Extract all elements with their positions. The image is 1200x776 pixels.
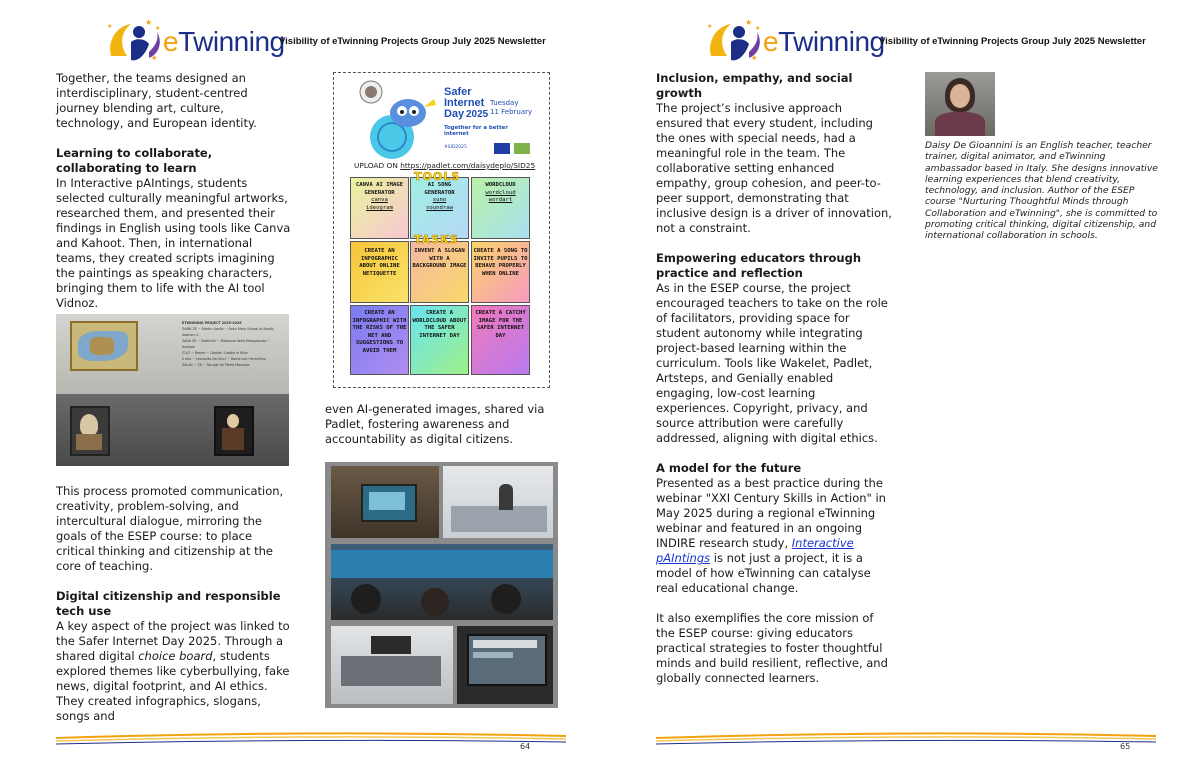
interactive-paintings-link[interactable]: Interactive pAIntings: [656, 536, 854, 565]
sid-title: Safer Internet Day: [444, 86, 485, 120]
svg-text:★: ★: [107, 23, 113, 30]
svg-text:★: ★: [751, 54, 758, 62]
paragraph: Together, the teams designed an interdisciplinary, student-centred journey blending art, culture, technology, and European identity.: [56, 71, 257, 130]
svg-text:★: ★: [745, 18, 753, 27]
right-col1-text: [656, 71, 892, 686]
task-cell: CREATE AN INFOGRAPHIC ABOUT ONLINE NETIQUETTE: [350, 241, 409, 303]
brand-wordmark: eTwinning: [163, 26, 285, 57]
sid-hashtag: #SID2025: [444, 145, 467, 150]
sid-banner: [354, 77, 534, 165]
section-heading: Learning to collaborate, collaborating to learn: [56, 146, 213, 175]
soundraw-link[interactable]: soundraw: [426, 204, 453, 211]
gallery-panel-text: ETWINNING PROJECT 2025-2026 ZAMK ZE ~ Martin Apollo ~ Saint Mary School of Apollo, Adanam-1 SANA ZE ~ Botticelli ~ Madonna della Melagranata ~ Azuloze IT-07 ~ Renee ~ Caddie, Caddie in Blue Il mio ~ Leonardo Da Vinci ~ Dama con l'ermellino SALAS ~ ZE ~ Tatuaje de Pietra Marquez: [182, 321, 275, 367]
tasks-label: TASKS: [414, 233, 459, 246]
choice-board-poster: [333, 72, 550, 388]
padlet-link[interactable]: https://padlet.com/daisydeplo/SID25: [400, 161, 536, 170]
section-heading: A model for the future: [656, 461, 802, 475]
classroom-photo-2: [443, 466, 553, 538]
paragraph: As in the ESEP course, the project encouraged teachers to take on the role of facilitators, providing space for student autonomy while integrating project-based learning within the curriculum. Tools like Wakelet, Padlet, Artsteps, and Genially enabled engaging, low-cost learning experiences. Copyright, privacy, and source attribution were carefully addressed, aligning with digital ethics.: [656, 281, 888, 445]
svg-text:★: ★: [145, 18, 153, 27]
newsletter-header-left: Visibility of eTwinning Projects Group July 2025 Newsletter: [279, 36, 546, 47]
wordart-link[interactable]: wordart: [488, 197, 513, 204]
paragraph: In Interactive pAIntings, students selected culturally meaningful artworks, researched them, and presented their findings in English using tools like Canva and Kahoot. Then, in international teams, they created scripts imagining the paintings as speaking characters, bringing them to life with the AI tool Vidnoz.: [56, 176, 291, 310]
suno-link[interactable]: suno: [432, 197, 447, 204]
sid-date: Tuesday 11 February: [490, 99, 533, 116]
etwinning-logo-left: [105, 16, 285, 62]
footer-swoosh-right: [656, 730, 1156, 746]
sid-mascot-icon: [364, 91, 442, 163]
partner-logo-icon: [514, 143, 530, 154]
paragraph: The project’s inclusive approach ensured that every student, including the ones with special needs, had a meaningful role in the team. The collaborative setting enhanced empathy, group cohesion, and peer-to-peer support, demonstrating that inclusive design is a driver of innovation, not a constraint.: [656, 101, 892, 235]
footer-swoosh-left: [56, 730, 566, 746]
sid-year: 2025: [466, 109, 489, 120]
classroom-photo-5: [457, 626, 553, 704]
newsletter-header-right: Visibility of eTwinning Projects Group July 2025 Newsletter: [879, 36, 1146, 47]
paragraph: It also exemplifies the core mission of the ESEP course: giving educators practical strategies to foster thoughtful minds and build resilient, reflective, and globally connected learners.: [656, 611, 888, 685]
left-col1-text-lower: [56, 484, 291, 724]
map-painting-image: [70, 321, 138, 371]
etwinning-stars-icon: [105, 16, 165, 64]
left-col1-text: [56, 71, 291, 311]
section-heading: Inclusion, empathy, and social growth: [656, 71, 853, 100]
sid-slogan: Together for a better internet: [444, 125, 508, 137]
etwinning-logo-right: [705, 16, 885, 62]
paragraph: Presented as a best practice during the webinar "XXI Century Skills in Action" in May 2025 during a regional eTwinning webinar and featured in an ongoing INDIRE research study, Interactive pAIntings is not just a project, it is a model of how eTwinning can catalyse real educational change.: [656, 476, 886, 595]
ideogram-link[interactable]: ideogram: [366, 204, 393, 211]
left-col2-text: even AI-generated images, shared via Padlet, fostering awareness and accountability as digital citizens.: [325, 402, 545, 446]
page-number-left: 64: [520, 742, 531, 751]
author-caption: Daisy De Gioannini is an English teacher, teacher trainer, digital animator, and eTwinning ambassador based in Italy. She designs innovative learning experiences that blend creativity, technology, and inclusion. Author of the ESEP course "Nurturing Thoughtful Minds through Collaboration and eTwinning", she is committed to promoting critical thinking, digital citizenship, and international collaboration in schools.: [925, 140, 1158, 242]
section-heading: Empowering educators through practice and reflection: [656, 251, 862, 280]
paragraph: This process promoted communication, creativity, problem-solving, and intercultural dialogue, mirroring the goals of the ESEP course: to place critical thinking and citizenship at the core of teaching.: [56, 484, 284, 573]
svg-text:★: ★: [755, 25, 761, 32]
task-cell: CREATE A WORLDCLOUD ABOUT THE SAFER INTERNET DAY: [410, 305, 469, 375]
svg-text:★: ★: [155, 25, 161, 32]
task-cell: INVENT A SLOGAN WITH A BACKGROUND IMAGE: [410, 241, 469, 303]
painting-portrait-image: [70, 406, 110, 456]
eu-flag-icon: [494, 143, 510, 154]
classroom-photo-1: [331, 466, 439, 538]
author-portrait-image: [925, 72, 995, 136]
page-number-right: 65: [1120, 742, 1131, 751]
classroom-photo-4: [331, 626, 453, 704]
tool-cell-canva: CANVA AI IMAGE GENERATOR canva ideogram: [350, 177, 409, 239]
task-cell: CREATE A SONG TO INVITE PUPILS TO BEHAVE PROPERLY WHEN ONLINE: [471, 241, 530, 303]
virtual-gallery-image: [56, 314, 289, 466]
svg-text:★: ★: [707, 23, 713, 30]
tool-cell-song: AI SONG GENERATOR suno soundraw: [410, 177, 469, 239]
etwinning-stars-icon: [705, 16, 765, 64]
painting-lady-image: [214, 406, 254, 456]
task-cell: CREATE AN INFOGRAPHIC WITH THE RISKS OF THE NET AND SUGGESTIONS TO AVOID THEM: [350, 305, 409, 375]
classroom-photo-3: [331, 544, 553, 620]
canva-link[interactable]: canva: [371, 197, 388, 204]
brand-wordmark: eTwinning: [763, 26, 885, 57]
section-heading: Digital citizenship and responsible tech use: [56, 589, 281, 618]
tools-label: TOOLS: [414, 170, 461, 183]
classroom-collage-image: [325, 462, 558, 708]
paragraph: A key aspect of the project was linked to the Safer Internet Day 2025. Through a shared digital choice board, students explored themes like cyberbullying, fake news, digital footprint, and AI ethics. They created infographics, slogans, songs and: [56, 619, 290, 723]
tool-cell-wordcloud: WORDCLOUD wordcloud wordart: [471, 177, 530, 239]
svg-text:★: ★: [151, 54, 158, 62]
upload-line: UPLOAD ON https://padlet.com/daisydeplo/SID25: [354, 161, 536, 170]
task-cell: CREATE A CATCHY IMAGE FOR THE SAFER INTERNET DAY: [471, 305, 530, 375]
wordcloud-link[interactable]: wordcloud: [485, 189, 516, 196]
